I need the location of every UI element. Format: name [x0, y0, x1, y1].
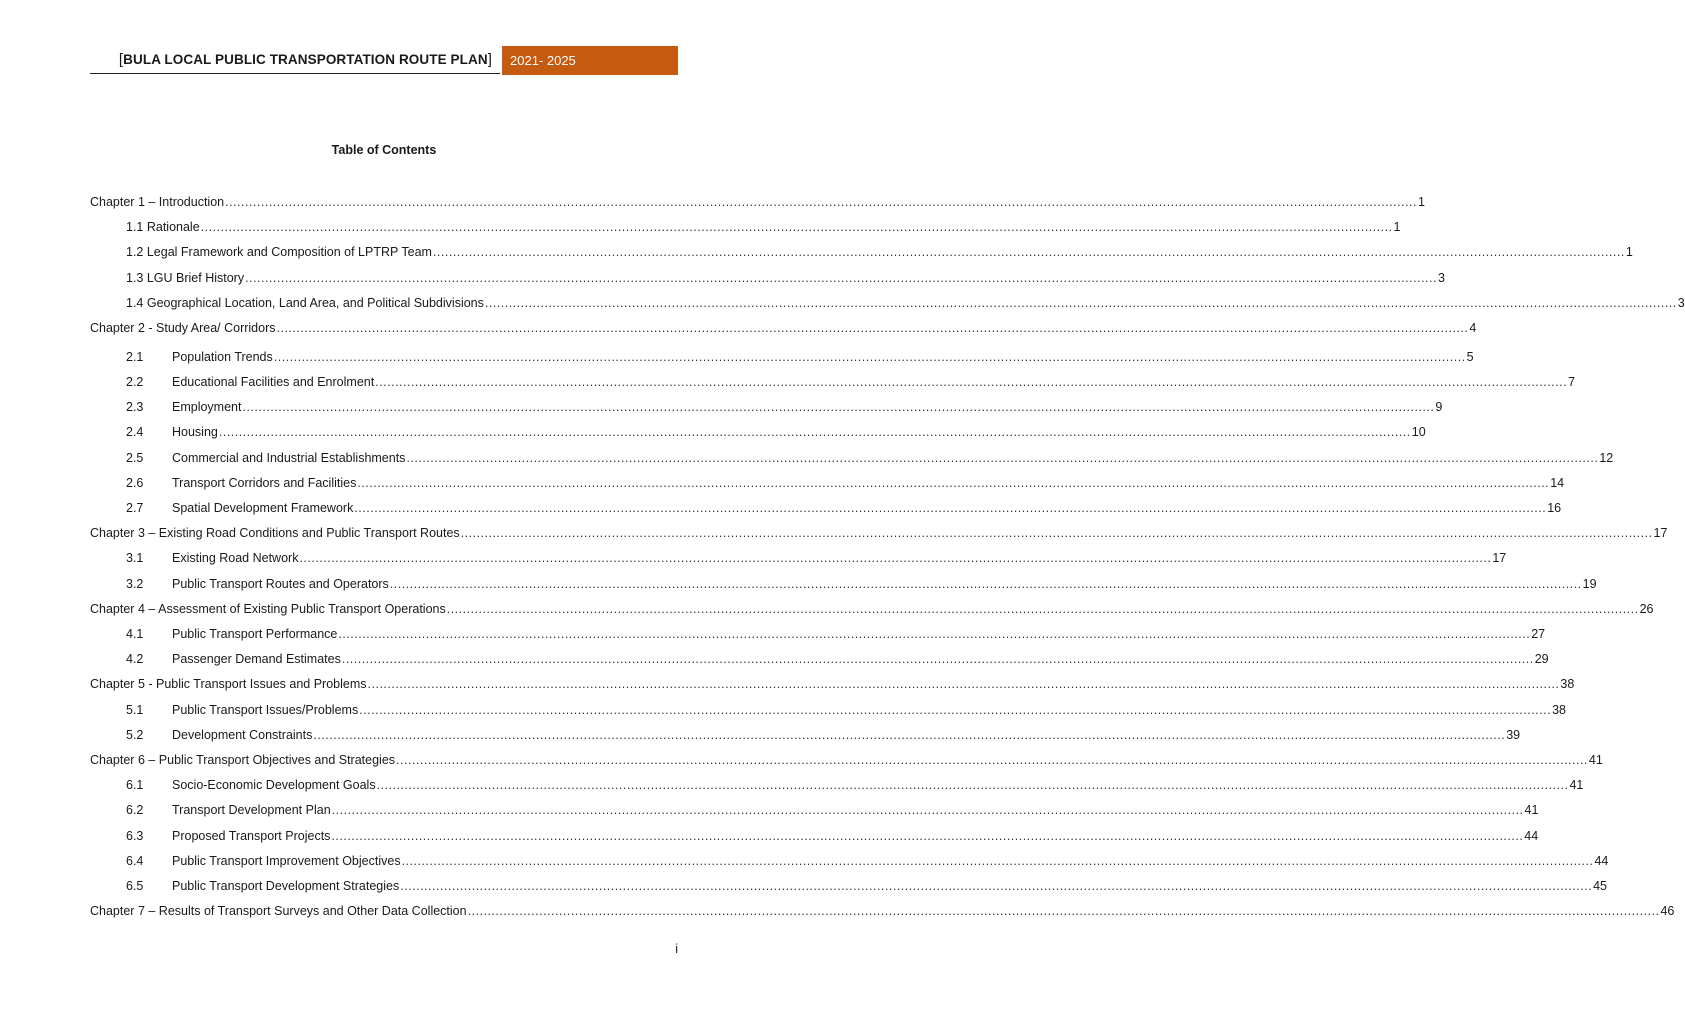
- toc-page-number: 10: [1411, 425, 1426, 440]
- toc-section-entry[interactable]: [90, 240, 1633, 260]
- toc-page-number: 12: [1599, 450, 1614, 465]
- toc-heading: Table of Contents: [331, 143, 437, 157]
- toc-section-entry[interactable]: [90, 849, 1609, 869]
- toc-dot-leader: ............................................................................................................................................................................................................................................................................................................: [359, 702, 1552, 717]
- toc-dot-leader: ............................................................................................................................................................................................................................................................................................................: [225, 195, 1417, 209]
- toc-entry-title: Existing Road Network: [172, 551, 299, 566]
- toc-dot-leader: ............................................................................................................................................................................................................................................................................................................: [401, 853, 1594, 868]
- title-open-bracket: [: [118, 51, 124, 68]
- toc-dot-leader: ............................................................................................................................................................................................................................................................................................................: [375, 374, 1568, 389]
- toc-page-number: 9: [1435, 400, 1443, 415]
- toc-dot-leader: ............................................................................................................................................................................................................................................................................................................: [331, 828, 1524, 843]
- toc-page-number: 41: [1569, 778, 1584, 793]
- toc-dot-leader: ............................................................................................................................................................................................................................................................................................................: [245, 270, 1437, 285]
- toc-section-entry[interactable]: [90, 215, 1401, 235]
- toc-page-number: 39: [1506, 727, 1521, 742]
- toc-section-entry[interactable]: [90, 773, 1584, 793]
- toc-section-number: 3.1: [126, 551, 144, 566]
- toc-dot-leader: ............................................................................................................................................................................................................................................................................................................: [376, 778, 1569, 793]
- toc-entry-title: Public Transport Issues/Problems: [172, 702, 359, 717]
- toc-entry-title: 1.1 Rationale: [126, 220, 200, 235]
- toc-section-entry[interactable]: [90, 291, 1685, 311]
- toc-section-number: 4.1: [126, 626, 144, 641]
- toc-entry-title: Socio-Economic Development Goals: [172, 778, 376, 793]
- toc-entry-title: Transport Development Plan: [172, 803, 331, 818]
- toc-page-number: 14: [1550, 475, 1565, 490]
- toc-section-number: 2.7: [126, 500, 144, 515]
- toc-section-number: 6.5: [126, 878, 144, 893]
- toc-section-number: 6.3: [126, 828, 144, 843]
- toc-entry-title: Public Transport Development Strategies: [172, 878, 400, 893]
- toc-section-entry[interactable]: [90, 471, 1565, 491]
- toc-dot-leader: ............................................................................................................................................................................................................................................................................................................: [357, 475, 1550, 490]
- toc-entry-title: Educational Facilities and Enrolment: [172, 374, 375, 389]
- toc-chapter-entry[interactable]: [90, 190, 1425, 210]
- toc-section-entry[interactable]: [90, 622, 1546, 642]
- toc-page-number: 44: [1594, 853, 1609, 868]
- toc-entry-title: Chapter 2 - Study Area/ Corridors: [90, 321, 276, 335]
- toc-entry-title: Spatial Development Framework: [172, 500, 354, 515]
- toc-entry-title: Development Constraints: [172, 727, 313, 742]
- toc-page-number: 44: [1524, 828, 1539, 843]
- toc-section-number: 5.2: [126, 727, 144, 742]
- page-header: [90, 46, 678, 75]
- toc-dot-leader: ............................................................................................................................................................................................................................................................................................................: [460, 526, 1653, 541]
- toc-entry-title: Passenger Demand Estimates: [172, 652, 341, 667]
- toc-section-entry[interactable]: [90, 446, 1614, 466]
- toc-entry-title: 1.4 Geographical Location, Land Area, and Political Subdivisions: [126, 295, 484, 310]
- toc-entry-title: Proposed Transport Projects: [172, 828, 331, 843]
- toc-section-entry[interactable]: [90, 647, 1549, 667]
- toc-dot-leader: ............................................................................................................................................................................................................................................................................................................: [467, 904, 1660, 919]
- toc-dot-leader: ............................................................................................................................................................................................................................................................................................................: [432, 245, 1625, 260]
- toc-section-number: 2.1: [126, 349, 144, 364]
- toc-page-number: 41: [1524, 803, 1539, 818]
- toc-section-number: 6.1: [126, 778, 144, 793]
- toc-entry-title: 1.2 Legal Framework and Composition of LPTRP Team: [126, 245, 432, 260]
- toc-section-number: 5.1: [126, 702, 144, 717]
- toc-entry-title: 1.3 LGU Brief History: [126, 270, 245, 285]
- toc-entry-title: Chapter 1 – Introduction: [90, 195, 225, 209]
- toc-page-number: 1: [1625, 245, 1633, 260]
- toc-page-number: 41: [1588, 752, 1603, 767]
- toc-section-number: 4.2: [126, 652, 144, 667]
- year-range-badge: 2021- 2025: [502, 46, 678, 75]
- toc-section-number: 2.3: [126, 400, 144, 415]
- toc-entry-title: Public Transport Improvement Objectives: [172, 853, 401, 868]
- toc-entry-title: Public Transport Performance: [172, 626, 338, 641]
- toc-chapter-entry[interactable]: [90, 316, 1477, 336]
- toc-entry-title: Chapter 4 – Assessment of Existing Public Transport Operations: [90, 601, 446, 616]
- toc-chapter-entry[interactable]: [90, 672, 1575, 692]
- toc-section-entry[interactable]: [90, 345, 1474, 365]
- toc-page-number: 38: [1552, 702, 1566, 717]
- toc-entry-title: Employment: [172, 400, 242, 415]
- toc-section-entry[interactable]: [90, 798, 1539, 818]
- toc-dot-leader: ............................................................................................................................................................................................................................................................................................................: [367, 677, 1560, 692]
- toc-page-number: 46: [1660, 904, 1675, 919]
- toc-page-number: 19: [1582, 576, 1597, 591]
- toc-page-number: 3: [1677, 295, 1685, 310]
- toc-page-number: 45: [1593, 878, 1607, 893]
- toc-dot-leader: ............................................................................................................................................................................................................................................................................................................: [218, 425, 1411, 440]
- toc-section-entry[interactable]: [90, 266, 1445, 286]
- toc-dot-leader: ............................................................................................................................................................................................................................................................................................................: [331, 803, 1524, 818]
- toc-section-number: 2.6: [126, 475, 144, 490]
- toc-entry-title: Transport Corridors and Facilities: [172, 475, 357, 490]
- toc-page-number: 5: [1466, 349, 1474, 364]
- toc-entry-title: Public Transport Routes and Operators: [172, 576, 389, 591]
- toc-page-number: 26: [1639, 601, 1654, 616]
- toc-section-number: 3.2: [126, 576, 144, 591]
- toc-dot-leader: ............................................................................................................................................................................................................................................................................................................: [276, 321, 1469, 335]
- toc-section-entry[interactable]: [90, 572, 1597, 592]
- toc-dot-leader: ............................................................................................................................................................................................................................................................................................................: [242, 400, 1435, 415]
- title-close-bracket: ]: [487, 51, 492, 68]
- toc-section-entry[interactable]: [90, 698, 1566, 718]
- toc-dot-leader: ............................................................................................................................................................................................................................................................................................................: [273, 349, 1466, 364]
- toc-dot-leader: ............................................................................................................................................................................................................................................................................................................: [338, 626, 1531, 641]
- toc-dot-leader: ............................................................................................................................................................................................................................................................................................................: [396, 752, 1588, 767]
- toc-section-number: 2.4: [126, 425, 144, 440]
- toc-dot-leader: ............................................................................................................................................................................................................................................................................................................: [313, 727, 1506, 742]
- toc-page-number: 16: [1547, 500, 1562, 515]
- toc-page-number: 17: [1492, 551, 1507, 566]
- toc-page-number: 27: [1531, 626, 1546, 641]
- toc-dot-leader: ............................................................................................................................................................................................................................................................................................................: [484, 295, 1677, 310]
- toc-entry-title: Chapter 7 – Results of Transport Surveys and Other Data Collection: [90, 904, 467, 919]
- toc-dot-leader: ............................................................................................................................................................................................................................................................................................................: [341, 652, 1534, 667]
- toc-dot-leader: ............................................................................................................................................................................................................................................................................................................: [200, 220, 1393, 235]
- toc-section-entry[interactable]: [90, 420, 1426, 440]
- toc-entry-title: Population Trends: [172, 349, 273, 364]
- toc-page-number: 4: [1469, 321, 1477, 335]
- toc-dot-leader: ............................................................................................................................................................................................................................................................................................................: [406, 450, 1599, 465]
- toc-entry-title: Chapter 3 – Existing Road Conditions and Public Transport Routes: [90, 526, 460, 541]
- toc-page-number: 3: [1437, 270, 1445, 285]
- toc-page-number: 1: [1393, 220, 1401, 235]
- toc-section-entry[interactable]: [90, 874, 1607, 894]
- toc-entry-title: Commercial and Industrial Establishments: [172, 450, 406, 465]
- toc-section-entry[interactable]: [90, 395, 1443, 415]
- toc-chapter-entry[interactable]: [90, 899, 1675, 919]
- toc-section-number: 2.5: [126, 450, 144, 465]
- toc-entry-title: Chapter 5 - Public Transport Issues and Problems: [90, 677, 367, 692]
- document-title: [90, 46, 500, 74]
- document-title-text: BULA LOCAL PUBLIC TRANSPORTATION ROUTE PLAN: [123, 52, 488, 67]
- toc-dot-leader: ............................................................................................................................................................................................................................................................................................................: [400, 878, 1593, 893]
- toc-chapter-entry[interactable]: [90, 748, 1603, 768]
- toc-section-entry[interactable]: [90, 723, 1521, 743]
- toc-page-number: 29: [1534, 652, 1549, 667]
- toc-page-number: 7: [1568, 374, 1576, 389]
- toc-section-number: 6.2: [126, 803, 144, 818]
- toc-page-number: 1: [1418, 195, 1425, 209]
- toc-dot-leader: ............................................................................................................................................................................................................................................................................................................: [299, 551, 1492, 566]
- toc-chapter-entry[interactable]: [90, 597, 1654, 617]
- toc-page-number: 17: [1653, 526, 1668, 541]
- toc-chapter-entry[interactable]: [90, 521, 1668, 541]
- toc-dot-leader: ............................................................................................................................................................................................................................................................................................................: [389, 576, 1582, 591]
- toc-section-entry[interactable]: [90, 824, 1539, 844]
- toc-section-entry[interactable]: [90, 370, 1576, 390]
- toc-entry-title: Chapter 6 – Public Transport Objectives and Strategies: [90, 752, 396, 767]
- toc-page-number: 38: [1560, 677, 1575, 692]
- toc-dot-leader: ............................................................................................................................................................................................................................................................................................................: [446, 601, 1639, 616]
- toc-section-entry[interactable]: [90, 546, 1507, 566]
- page-number: i: [675, 942, 678, 956]
- toc-section-entry[interactable]: [90, 496, 1562, 516]
- toc-dot-leader: ............................................................................................................................................................................................................................................................................................................: [354, 500, 1547, 515]
- toc-section-number: 6.4: [126, 853, 144, 868]
- toc-entry-title: Housing: [172, 425, 218, 440]
- toc-section-number: 2.2: [126, 374, 144, 389]
